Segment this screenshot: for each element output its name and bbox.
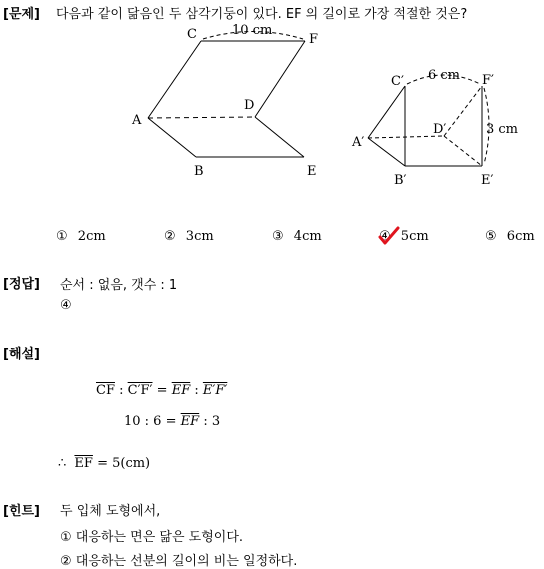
- label-A-prime: A′: [352, 135, 365, 150]
- edge-CA: [368, 86, 405, 138]
- choice-5-number: ⑤: [485, 229, 497, 244]
- choice-2[interactable]: [164, 229, 214, 244]
- label-E-prime: E′: [481, 173, 494, 188]
- answer-tag: [정답]: [3, 277, 40, 292]
- hint-tag: [힌트]: [3, 504, 40, 519]
- hint-line3: ② 대응하는 선분의 길이의 비는 일정하다.: [60, 554, 298, 569]
- colon: :: [119, 383, 124, 398]
- choice-5-text: 6cm: [506, 229, 535, 244]
- ratio-right: : 3: [203, 414, 221, 429]
- segment-EF: $\overline{EF}$: [74, 456, 93, 471]
- label-D: D: [244, 98, 255, 113]
- label-A: A: [132, 113, 142, 128]
- segment-CF: $\overline{CF}$: [96, 383, 115, 398]
- label-C: C: [187, 27, 197, 42]
- colon: :: [194, 383, 199, 398]
- choice-2-number: ②: [164, 229, 176, 244]
- solution-equation-1: [96, 383, 227, 398]
- length-label-3cm: 3 cm: [486, 122, 519, 137]
- choice-3[interactable]: [272, 229, 322, 244]
- result: = 5(cm): [97, 456, 151, 471]
- label-B: B: [194, 164, 204, 179]
- choice-5[interactable]: [485, 229, 535, 244]
- answer-line1: 순서 : 없음, 갯수 : 1: [60, 278, 178, 293]
- segment-EF: $\overline{EF}$: [180, 414, 200, 429]
- label-F: F: [309, 32, 319, 47]
- problem-tag: [문제]: [3, 7, 40, 22]
- solution-equation-2: [124, 414, 220, 429]
- therefore-symbol: ∴: [58, 456, 67, 471]
- check-mark-icon: [376, 224, 402, 248]
- right-prism: [368, 75, 489, 166]
- choice-4-number: ④: [379, 229, 391, 244]
- hidden-edge-DE: [444, 136, 482, 166]
- choice-3-number: ③: [272, 229, 284, 244]
- ratio-left: 10 : 6: [124, 414, 162, 429]
- answer-line2: ④: [60, 298, 72, 313]
- label-E: E: [307, 164, 317, 179]
- hint-line2: ① 대응하는 면은 닮은 도형이다.: [60, 530, 244, 545]
- label-D-prime: D′: [433, 122, 447, 137]
- left-prism: [148, 32, 305, 158]
- segment-EF-prime: E′F′: [202, 383, 228, 398]
- choice-2-text: 3cm: [185, 229, 214, 244]
- edge-CA: [148, 41, 201, 118]
- choice-1-number: ①: [56, 229, 68, 244]
- label-C-prime: C′: [391, 74, 404, 89]
- edge-AB: [368, 138, 405, 166]
- choice-4-text: 5cm: [400, 229, 429, 244]
- choice-1[interactable]: [56, 229, 106, 244]
- equals-sign: =: [156, 383, 168, 398]
- segment-CF-prime: C′F′: [127, 383, 153, 398]
- edge-FD: [255, 41, 305, 117]
- label-F-prime: F′: [482, 73, 494, 88]
- choice-1-text: 2cm: [77, 229, 106, 244]
- equals-sign: =: [165, 414, 177, 429]
- problem-question: 다음과 같이 닮음인 두 삼각기둥이 있다. EF 의 길이로 가장 적절한 것은?: [56, 7, 468, 22]
- solution-tag: [해설]: [3, 347, 40, 362]
- length-label-10cm: 10 cm: [232, 23, 273, 38]
- length-label-6cm: 6 cm: [428, 68, 461, 83]
- hint-line1: 두 입체 도형에서,: [60, 504, 161, 519]
- label-B-prime: B′: [394, 173, 407, 188]
- hidden-edge-AD: [148, 117, 255, 118]
- edge-AB: [148, 118, 196, 157]
- edge-DE: [255, 117, 304, 157]
- choice-3-text: 4cm: [293, 229, 322, 244]
- segment-EF: $\overline{EF}$: [171, 383, 191, 398]
- solution-equation-3: [58, 456, 150, 471]
- hidden-edge-DF: [444, 86, 482, 136]
- prism-figures: [0, 0, 544, 200]
